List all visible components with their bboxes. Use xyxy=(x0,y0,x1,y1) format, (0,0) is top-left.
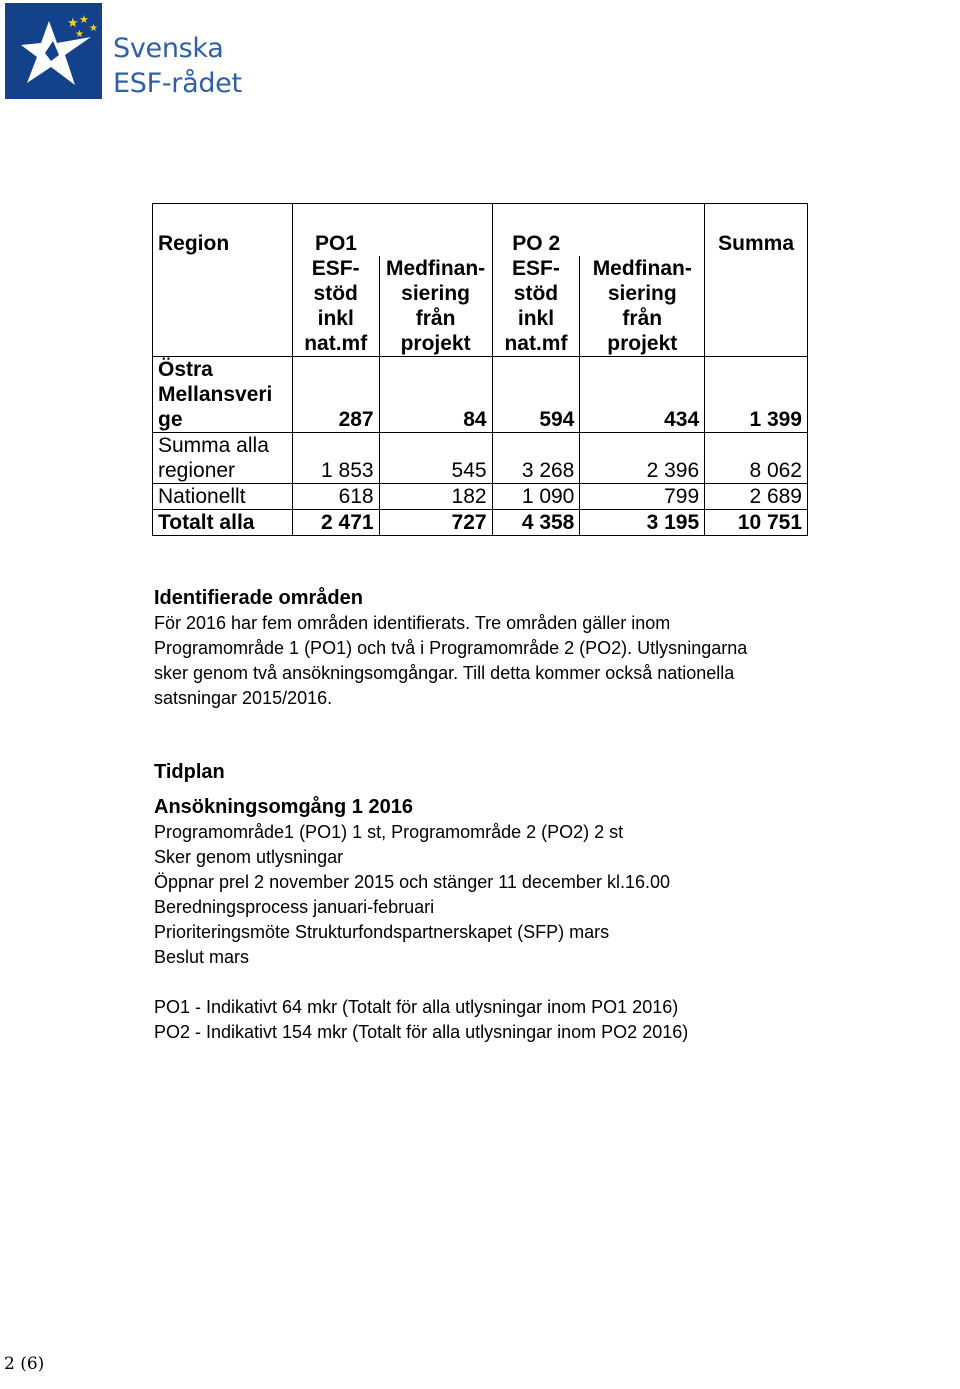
row-region: Östra Mellansveri ge xyxy=(153,357,293,433)
cell-summa: 1 399 xyxy=(705,357,808,433)
logo-line-1: Svenska xyxy=(113,33,224,64)
table-row xyxy=(153,357,808,433)
identified-title: Identifierade områden xyxy=(154,587,363,609)
logo-star-box xyxy=(5,3,102,99)
cell-po1-esf: 287 xyxy=(292,357,379,433)
subheader-po2-medfin: Medfinan- siering från projekt xyxy=(580,256,705,357)
svg-text:★: ★ xyxy=(67,16,79,31)
identified-section xyxy=(154,586,747,711)
svg-text:★: ★ xyxy=(89,23,98,34)
logo-line-2: ESF-rådet xyxy=(113,68,242,99)
esf-logo xyxy=(5,3,245,103)
subheader-summa-empty xyxy=(705,256,808,357)
subheader-empty xyxy=(153,256,293,357)
cell-po1-medfin: 545 xyxy=(379,433,492,484)
identified-line: satsningar 2015/2016. xyxy=(154,688,333,708)
timeline-line: Beredningsprocess januari-februari xyxy=(154,897,435,917)
cell-summa: 8 062 xyxy=(705,433,808,484)
cell-po2-esf: 3 268 xyxy=(492,433,580,484)
page-number: 2 (6) xyxy=(4,1354,45,1374)
cell-po2-esf: 4 358 xyxy=(492,510,580,536)
cell-po1-medfin: 84 xyxy=(379,357,492,433)
cell-po2-medfin: 2 396 xyxy=(580,433,705,484)
header-po2-spacer xyxy=(580,204,705,257)
identified-line: sker genom två ansökningsomgångar. Till detta kommer också nationella xyxy=(154,663,735,683)
budget-line: PO2 - Indikativt 154 mkr (Totalt för alla utlysningar inom PO2 2016) xyxy=(154,1022,689,1042)
header-summa: Summa xyxy=(705,204,808,257)
timeline-line: Öppnar prel 2 november 2015 och stänger 11 december kl.16.00 xyxy=(154,872,670,892)
row-region: Totalt alla xyxy=(153,510,293,536)
table-header-row xyxy=(153,204,808,257)
cell-po1-esf: 1 853 xyxy=(292,433,379,484)
table-row xyxy=(153,433,808,484)
star-icon xyxy=(5,3,102,99)
timeline-line: Programområde1 (PO1) 1 st, Programområde 2 (PO2) 2 st xyxy=(154,822,624,842)
identified-line: Programområde 1 (PO1) och två i Programområde 2 (PO2). Utlysningarna xyxy=(154,638,748,658)
cell-summa: 2 689 xyxy=(705,484,808,510)
timeline-line: Prioriteringsmöte Strukturfondspartnerskapet (SFP) mars xyxy=(154,922,610,942)
cell-po1-esf: 2 471 xyxy=(292,510,379,536)
header-po2: PO 2 xyxy=(492,204,580,257)
table-row xyxy=(153,484,808,510)
logo-wordmark xyxy=(113,31,242,101)
timeline-section xyxy=(154,760,688,1045)
timeline-subtitle: Ansökningsomgång 1 2016 xyxy=(154,796,413,818)
header-region: Region xyxy=(153,204,293,257)
cell-po1-medfin: 727 xyxy=(379,510,492,536)
timeline-line: Sker genom utlysningar xyxy=(154,847,344,867)
row-region: Nationellt xyxy=(153,484,293,510)
cell-po2-esf: 594 xyxy=(492,357,580,433)
cell-po1-esf: 618 xyxy=(292,484,379,510)
identified-line: För 2016 har fem områden identifierats. Tre områden gäller inom xyxy=(154,613,671,633)
cell-po2-medfin: 799 xyxy=(580,484,705,510)
svg-text:★: ★ xyxy=(75,29,84,40)
table-row xyxy=(153,510,808,536)
row-region: Summa alla regioner xyxy=(153,433,293,484)
cell-po1-medfin: 182 xyxy=(379,484,492,510)
cell-po2-medfin: 3 195 xyxy=(580,510,705,536)
cell-summa: 10 751 xyxy=(705,510,808,536)
header-po1-spacer xyxy=(379,204,492,257)
header-po1: PO1 xyxy=(292,204,379,257)
svg-text:★: ★ xyxy=(79,13,89,26)
subheader-po1-medfin: Medfinan- siering från projekt xyxy=(379,256,492,357)
cell-po2-medfin: 434 xyxy=(580,357,705,433)
cell-po2-esf: 1 090 xyxy=(492,484,580,510)
budget-line: PO1 - Indikativt 64 mkr (Totalt för alla utlysningar inom PO1 2016) xyxy=(154,997,679,1017)
timeline-title: Tidplan xyxy=(154,761,225,783)
timeline-line: Beslut mars xyxy=(154,947,250,967)
table-subheader-row xyxy=(153,256,808,357)
subheader-po2-esf: ESF- stöd inkl nat.mf xyxy=(492,256,580,357)
subheader-po1-esf: ESF- stöd inkl nat.mf xyxy=(292,256,379,357)
funding-table xyxy=(152,203,808,536)
